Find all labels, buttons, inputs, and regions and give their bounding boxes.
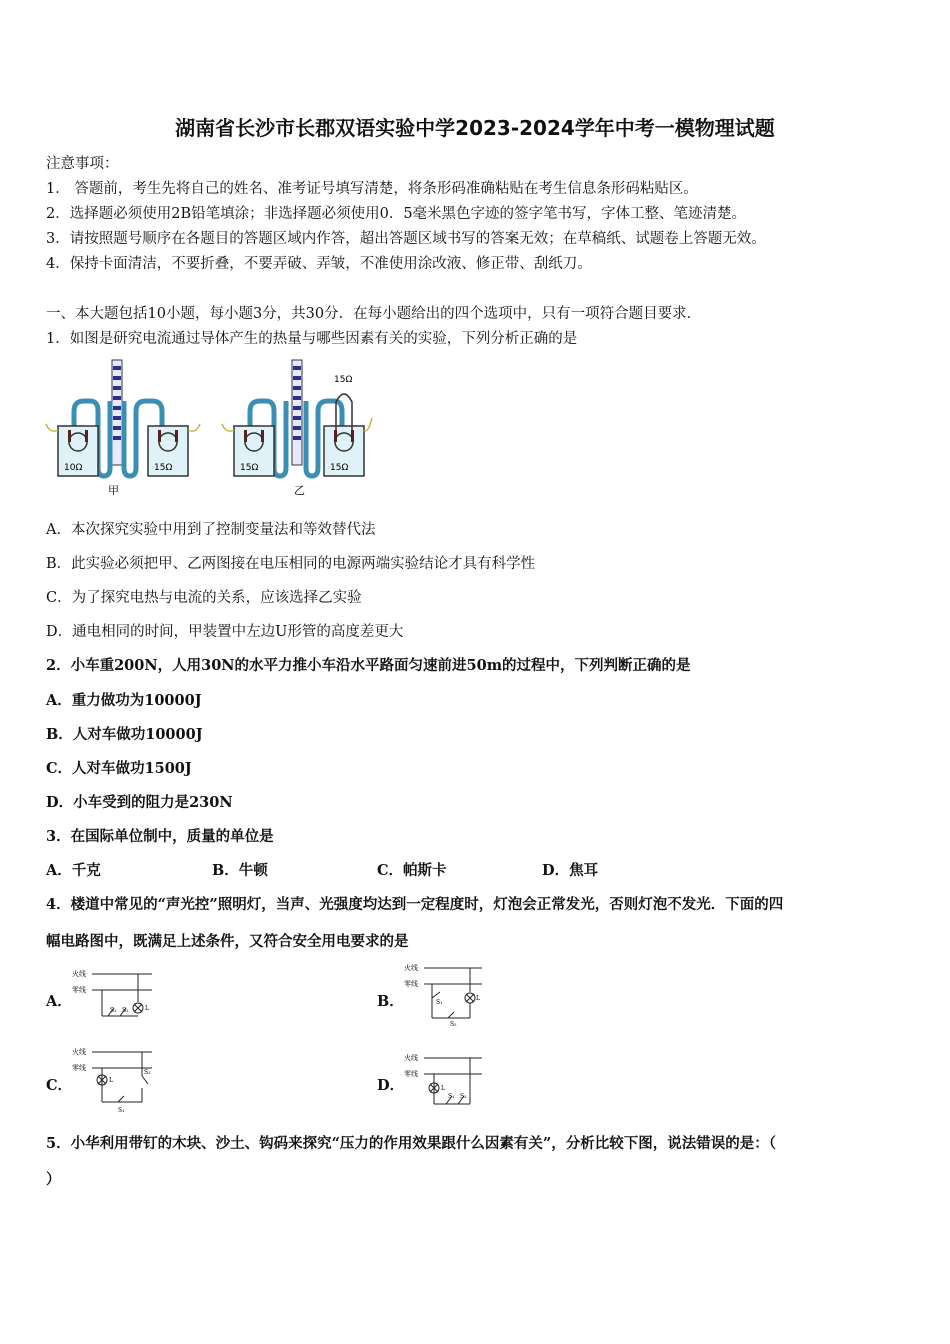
circuit-b: [404, 960, 484, 1030]
notice-item: 1． 答题前，考生先将自己的姓名、准考证号填写清楚，将条形码准确粘贴在考生信息条形码粘贴区。: [46, 181, 698, 197]
lamp-label: L: [145, 1005, 149, 1012]
neutral-wire-label: 零线: [72, 1064, 86, 1072]
notice-heading: 注意事项：: [46, 156, 119, 172]
option: D．焦耳: [542, 862, 599, 879]
apparatus-yi: [222, 360, 372, 497]
live-wire-label: 火线: [404, 1054, 418, 1062]
question-5-stem: ）: [46, 1171, 61, 1188]
lamp-label: L: [109, 1077, 113, 1084]
section-heading: 一、本大题包括10小题，每小题3分，共30分．在每小题给出的四个选项中，只有一项符合题目要求．: [46, 306, 702, 322]
option-label-d: D．: [377, 1077, 405, 1094]
switch-label: S₁: [436, 999, 443, 1006]
option: B．此实验必须把甲、乙两图接在电压相同的电源两端实验结论才具有科学性: [46, 556, 536, 572]
switch-label: S₂: [460, 1093, 467, 1100]
switch-label: S₁: [118, 1107, 125, 1114]
circuit-d: [404, 1050, 484, 1114]
option: A．重力做功为10000J: [46, 692, 202, 709]
option: D．小车受到的阻力是230N: [46, 794, 233, 811]
question-4-stem: 幅电路图中，既满足上述条件，又符合安全用电要求的是: [46, 933, 409, 950]
question-1-stem: 1．如图是研究电流通过导体产生的热量与哪些因素有关的实验，下列分析正确的是: [46, 331, 578, 347]
joule-heating-figure: [44, 356, 374, 498]
resistor-label: 10Ω: [64, 463, 83, 473]
circuit-a: [72, 966, 154, 1028]
live-wire-label: 火线: [72, 970, 86, 978]
notice-item: 2．选择题必须使用2B铅笔填涂；非选择题必须使用0．5毫米黑色字迹的签字笔书写，字体工整、笔迹清楚。: [46, 206, 747, 222]
switch-label: S₁: [110, 1007, 117, 1014]
option-label-a: A．: [46, 993, 72, 1010]
figure-label-yi: 乙: [294, 484, 305, 497]
option-label-b: B．: [377, 993, 404, 1010]
option: B．牛顿: [212, 862, 268, 879]
option-label-c: C．: [46, 1077, 73, 1094]
option: D．通电相同的时间，甲装置中左边U形管的高度差更大: [46, 624, 404, 640]
switch-label: S₁: [448, 1093, 455, 1100]
option: C．帕斯卡: [377, 862, 447, 879]
live-wire-label: 火线: [72, 1048, 86, 1056]
neutral-wire-label: 零线: [72, 986, 86, 994]
live-wire-label: 火线: [404, 964, 418, 972]
resistor-label: 15Ω: [334, 375, 353, 385]
circuit-c: [72, 1044, 154, 1114]
notice-item: 3．请按照题号顺序在各题目的答题区域内作答，超出答题区域书写的答案无效；在草稿纸、试题卷上答题无效。: [46, 231, 766, 247]
question-4-stem: 4．楼道中常见的“声光控”照明灯，当声、光强度均达到一定程度时，灯泡会正常发光，否则灯泡不发光．下面的四: [46, 896, 784, 913]
lamp-label: L: [476, 995, 480, 1002]
option: C．人对车做功1500J: [46, 760, 192, 777]
resistor-label: 15Ω: [330, 463, 349, 473]
notice-item: 4．保持卡面清洁，不要折叠，不要弄破、弄皱，不准使用涂改液、修正带、刮纸刀。: [46, 256, 592, 272]
question-3-stem: 3．在国际单位制中，质量的单位是: [46, 828, 274, 845]
figure-label-jia: 甲: [108, 484, 119, 497]
switch-label: S₂: [450, 1021, 457, 1028]
question-2-stem: 2．小车重200N，人用30N的水平力推小车沿水平路面匀速前进50m的过程中，下列判断正确的是: [46, 657, 691, 674]
option: C．为了探究电热与电流的关系，应该选择乙实验: [46, 590, 362, 606]
resistor-label: 15Ω: [154, 463, 173, 473]
option: B．人对车做功10000J: [46, 726, 203, 743]
resistor-label: 15Ω: [240, 463, 259, 473]
option: A．千克: [46, 862, 101, 879]
switch-label: S₂: [122, 1007, 129, 1014]
question-5-stem: 5．小华利用带钉的木块、沙土、钩码来探究“压力的作用效果跟什么因素有关”，分析比较下图，说法错误的是：（: [46, 1135, 777, 1152]
page-title: 湖南省长沙市长郡双语实验中学2023-2024学年中考一模物理试题: [175, 116, 775, 140]
switch-label: S₂: [144, 1069, 151, 1076]
apparatus-jia: [46, 360, 200, 497]
option: A．本次探究实验中用到了控制变量法和等效替代法: [46, 522, 376, 538]
neutral-wire-label: 零线: [404, 1070, 418, 1078]
lamp-label: L: [441, 1085, 445, 1092]
neutral-wire-label: 零线: [404, 980, 418, 988]
